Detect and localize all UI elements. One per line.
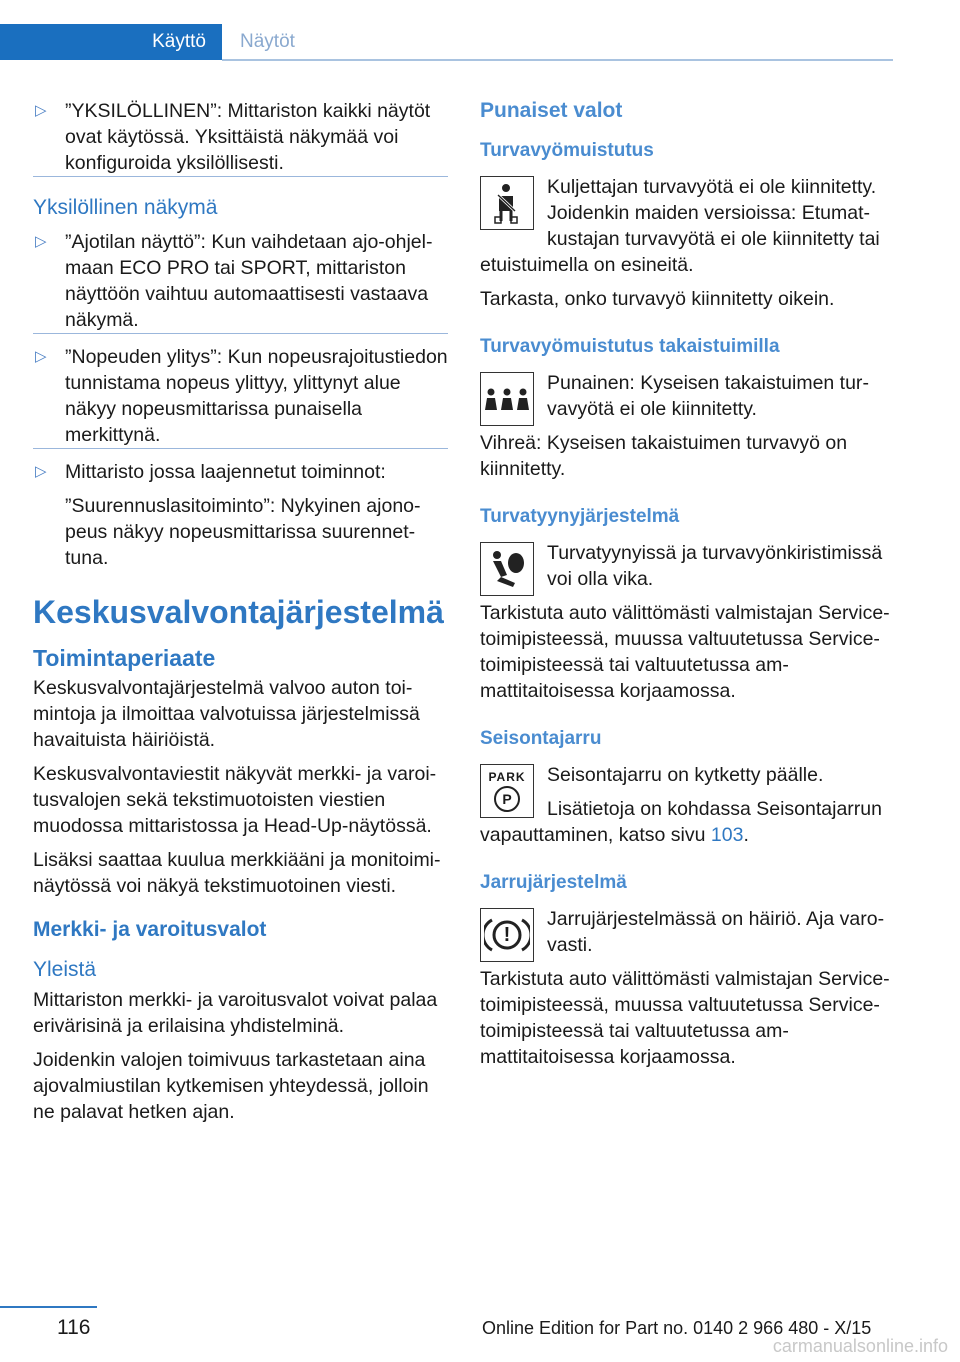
list-item-subtext: ”Suurennuslasitoiminto”: Nykyinen ajonopeus näkyy nopeusmittarissa suurennettuna.: [65, 495, 421, 569]
park-label: PARK: [488, 769, 526, 784]
list-item: [33, 459, 448, 485]
list-item-text: ”Ajotilan näyttö”: Kun vaihdetaan ajo-ohjelmaan ECO PRO tai SPORT, mittariston näyttöön vaihtuu automaattisesti vastaava näkymä.: [65, 231, 433, 331]
heading-jarru: Jarrujärjestelmä: [480, 872, 627, 893]
warning-item: [480, 762, 895, 848]
right-column: [480, 98, 895, 1070]
watermark: carmanualsonline.info: [772, 1336, 948, 1356]
list-item: [33, 229, 448, 334]
edition-text: Online Edition for Part no. 0140 2 966 480 - X/15: [482, 1318, 872, 1338]
list-item-text: ”YKSILÖLLINEN”: Mittariston kaikki näytöt ovat käytössä. Yksittäistä näkymää voi konfiguroida yksilöllisesti.: [65, 100, 431, 174]
heading-yksilollinen: Yksilöllinen näkymä: [33, 196, 218, 219]
seatbelt-icon: [480, 176, 534, 230]
heading-turvavyo: Turvavyömuistutus: [480, 140, 654, 161]
heading-toimintaperiaate: Toimintaperiaate: [33, 645, 216, 671]
warning-item: [480, 906, 895, 1070]
heading-seisontajarru: Seisontajarru: [480, 728, 602, 749]
paragraph: Mittariston merkki- ja varoitusvalot voivat palaa erivärisinä ja erilaisina yhdistelminä.: [33, 989, 438, 1037]
heading-main: Keskusvalvontajärjestelmä: [33, 594, 444, 630]
list-item: [33, 344, 448, 449]
paragraph: Keskusvalvontajärjestelmä valvoo auton toimintoja ja ilmoittaa valvotuissa järjestelmissä havaituista häiriöistä.: [33, 677, 420, 751]
airbag-icon: [480, 542, 534, 596]
list-item-text: Mittaristo jossa laajennetut toiminnot:: [65, 461, 386, 483]
warning-text: Punainen: Kyseisen takaistuimen turvavyötä ei ole kiinnitetty.: [547, 372, 869, 420]
warning-item: [480, 174, 895, 278]
paragraph: Keskusvalvontaviestit näkyvät merkki- ja varoitusvalojen sekä tekstimuotoisten viestien muodossa mittaristossa ja Head-Up-näytössä.: [33, 763, 437, 837]
triangle-right-icon: ▷: [35, 348, 47, 365]
brake-exclamation: !: [503, 924, 511, 946]
warning-text: Jarrujärjestelmässä on häiriö. Aja varovasti.: [547, 908, 885, 956]
tab-underline: [222, 59, 893, 61]
list-item-text: ”Nopeuden ylitys”: Kun nopeusrajoitustiedon tunnistama nopeus ylittyy, ylittynyt alue näkyy nopeusmittarissa punaisella merkittynä.: [65, 346, 448, 446]
page-link[interactable]: 103: [710, 824, 744, 846]
warning-text: [480, 796, 895, 848]
warning-text: Kuljettajan turvavyötä ei ole kiinnitetty. Joidenkin maiden versioissa: Etumatkustajan turvavyötä ei ole kiinnitetty tai etuistuimella on esineitä.: [480, 176, 880, 276]
heading-merkki: Merkki- ja varoitusvalot: [33, 918, 267, 941]
heading-punaiset: Punaiset valot: [480, 99, 623, 122]
warning-item: [480, 540, 895, 704]
warning-text: Seisontajarru on kytketty päälle.: [547, 764, 824, 786]
text-pre: Lisätietoja on kohdassa Seisontajarrun vapauttaminen, katso sivu: [480, 798, 882, 846]
footer-rule: [0, 1306, 97, 1308]
tab-kaytto[interactable]: Käyttö: [0, 24, 222, 60]
brake-warning-icon: [480, 908, 534, 962]
paragraph: Joidenkin valojen toimivuus tarkastetaan aina ajovalmiustilan kytkemisen yhteydessä, jolloin ne palavat hetken ajan.: [33, 1049, 429, 1123]
triangle-right-icon: ▷: [35, 102, 47, 119]
heading-turvatyyny: Turvatyynyjärjestelmä: [480, 506, 680, 527]
warning-item: [480, 370, 895, 482]
triangle-right-icon: ▷: [35, 233, 47, 250]
parking-brake-icon: [480, 764, 534, 818]
heading-yleista: Yleistä: [33, 958, 97, 981]
paragraph: Tarkasta, onko turvavyö kiinnitetty oikein.: [480, 288, 835, 310]
list-item: [33, 98, 448, 177]
heading-takaistuin: Turvavyömuistutus takaistuimilla: [480, 336, 780, 357]
left-column: [33, 98, 448, 1133]
rear-seatbelt-icon: [480, 372, 534, 426]
page-number: 116: [57, 1316, 91, 1339]
tab-naytot[interactable]: Näytöt: [240, 31, 295, 52]
warning-text: Turvatyynyissä ja turvavyönkiristimissä voi olla vika.: [547, 542, 883, 590]
paragraph: Lisäksi saattaa kuulua merkkiääni ja monitoiminäytössä voi näkyä tekstimuotoinen viesti.: [33, 849, 441, 897]
tab-bar: [0, 24, 893, 62]
text-post: .: [743, 824, 749, 846]
warning-text: Vihreä: Kyseisen takaistuimen turvavyö on kiinnitetty.: [480, 432, 848, 480]
triangle-right-icon: ▷: [35, 463, 47, 480]
warning-text: Tarkistuta auto välittömästi valmistajan Service-toimipisteessä, muussa valtuutetussa Service-toimipisteessä tai valtuutetussa ammattitaitoisessa korjaamossa.: [480, 968, 890, 1068]
warning-text: Tarkistuta auto välittömästi valmistajan Service-toimipisteessä, muussa valtuutetussa Service-toimipisteessä tai valtuutetussa ammattitaitoisessa korjaamossa.: [480, 602, 890, 702]
park-p-symbol: P: [494, 786, 520, 812]
